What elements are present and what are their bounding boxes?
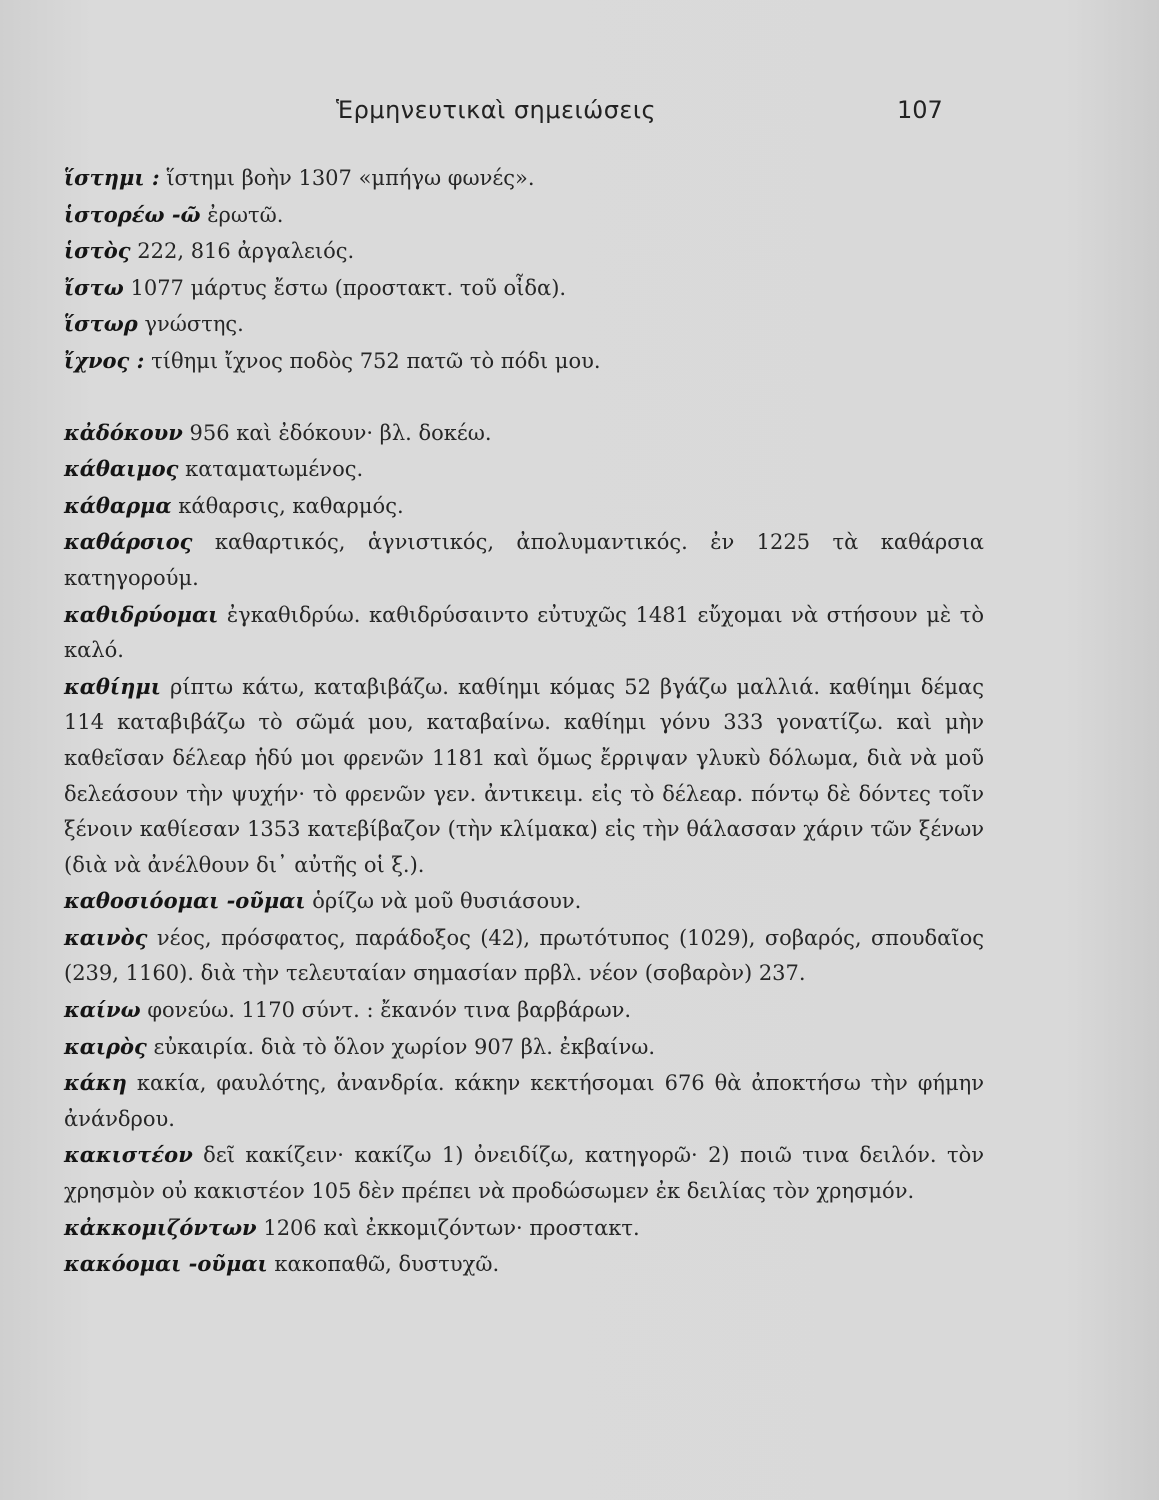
page-header [0,96,1159,136]
running-title: Ἑρμηνευτικαὶ σημειώσεις [336,96,657,124]
entry-text: 1077 μάρτυς ἔστω (προστακτ. τοῦ οἶδα). [130,275,567,300]
headword: ἴχνος : [64,347,145,373]
headword: καίνω [64,997,141,1023]
entry-text: ἐρωτῶ. [207,202,284,227]
entry-text: κακία, φαυλότης, ἀνανδρία. κάκην κεκτήσομαι 676 θὰ ἀποκτήσω τὴν φήμην ἀνάνδρου. [64,1071,984,1131]
glossary-entry [64,669,984,884]
entry-text: κάθαρσις, καθαρμός. [178,493,404,518]
entry-text: 222, 816 ἀργαλειός. [137,239,355,264]
glossary-entry [64,343,984,380]
page-number: 107 [897,96,943,124]
glossary-entry [64,883,984,920]
glossary-entry [64,270,984,307]
headword: κάθαρμα [64,492,172,518]
entry-text: γνώστης. [144,312,244,337]
glossary-entry [64,1065,984,1137]
headword: καθιδρύομαι [64,601,219,627]
headword: καινὸς [64,924,148,950]
headword: ἱστορέω -ῶ [64,201,201,227]
glossary-entry [64,920,984,992]
headword: κακιστέον [64,1142,193,1168]
glossary-entry [64,233,984,270]
headword: καθίημι [64,673,161,699]
glossary-entry [64,992,984,1029]
glossary-entry [64,1246,984,1283]
glossary-entry [64,197,984,234]
headword: ἵστημι : [64,165,160,190]
entry-text: δεῖ κακίζειν· κακίζω 1) ὀνειδίζω, κατηγορῶ· 2) ποιῶ τινα δειλόν. τὸν χρησμὸν οὐ κακιστέον 105 δὲν πρέπει νὰ προδώσωμεν ἐκ δειλίας τὸν χρησμόν. [64,1143,984,1204]
entry-text: νέος, πρόσφατος, παράδοξος (42), πρωτότυπος (1029), σοβαρός, σπουδαῖος (239, 1160). διὰ τὴν τελευταίαν σημασίαν πρβλ. νέον (σοβαρὸν) 237. [64,925,984,986]
glossary-entry [64,524,984,596]
glossary-entry [64,488,984,525]
glossary-entry [64,1137,984,1209]
headword: κάθαιμος [64,456,179,482]
entry-text: ρίπτω κάτω, καταβιβάζω. καθίημι κόμας 52 βγάζω μαλλιά. καθίημι δέμας 114 καταβιβάζω τὸ σῶμά μου, καταβαίνω. καθίημι γόνυ 333 γονατίζω. καὶ μὴν καθεῖσαν δέλεαρ ἡδύ μοι φρενῶν 1181 καὶ ὅμως ἔρριψαν γλυκὺ δόλωμα, διὰ νὰ μοῦ δελεάσουν τὴν ψυχήν· τὸ φρενῶν γεν. ἀντικειμ. εἰς τὸ δέλεαρ. πόντῳ δὲ δόντες τοῖν ξένοιν καθίεσαν 1353 κατεβίβαζον (τὴν κλίμακα) εἰς τὴν θάλασσαν χάριν τῶν ξένων (διὰ νὰ ἀνέλθουν δι᾽ αὐτῆς οἱ ξ.). [64,674,984,877]
entry-text: εὐκαιρία. διὰ τὸ ὅλον χωρίον 907 βλ. ἐκβαίνω. [153,1034,656,1059]
entry-text: κακοπαθῶ, δυστυχῶ. [274,1252,500,1277]
headword: καθάρσιος [64,529,193,555]
headword: κἀδόκουν [64,419,183,445]
entry-text: ὁρίζω νὰ μοῦ θυσιάσουν. [312,889,582,914]
entry-text: 956 καὶ ἐδόκουν· βλ. δοκέω. [189,420,492,445]
glossary-entry [64,1029,984,1066]
headword: ἵστωρ [64,311,138,337]
entry-text: ἐγκαθιδρύω. καθιδρύσαιντο εὐτυχῶς 1481 εὔχομαι νὰ στήσουν μὲ τὸ καλό. [64,602,984,663]
headword: κακόομαι -οῦμαι [64,1251,268,1277]
entry-text: 1206 καὶ ἐκκομιζόντων· προστακτ. [263,1215,640,1240]
entry-text: φονεύω. 1170 σύντ. : ἔκανόν τινα βαρβάρων. [147,998,632,1023]
entry-text: καταματωμένος. [185,457,364,482]
glossary-entry [64,160,984,197]
headword: καιρὸς [64,1033,147,1059]
headword: καθοσιόομαι -οῦμαι [64,888,306,914]
glossary-body [64,160,984,1283]
glossary-entry [64,597,984,669]
glossary-entry [64,451,984,488]
entry-text: ἵστημι βοὴν 1307 «μπήγω φωνές». [166,166,535,190]
entry-text: καθαρτικός, ἁγνιστικός, ἀπολυμαντικός. ἐν 1225 τὰ καθάρσια κατηγορούμ. [64,530,984,590]
headword: κάκη [64,1070,127,1096]
headword: ἱστὸς [64,238,131,264]
glossary-entry [64,415,984,452]
glossary-entry [64,1210,984,1247]
headword: ἴστω [64,274,124,300]
entry-text: τίθημι ἴχνος ποδὸς 752 πατῶ τὸ πόδι μου. [151,348,601,373]
glossary-entry [64,306,984,343]
headword: κἀκκομιζόντων [64,1214,257,1240]
